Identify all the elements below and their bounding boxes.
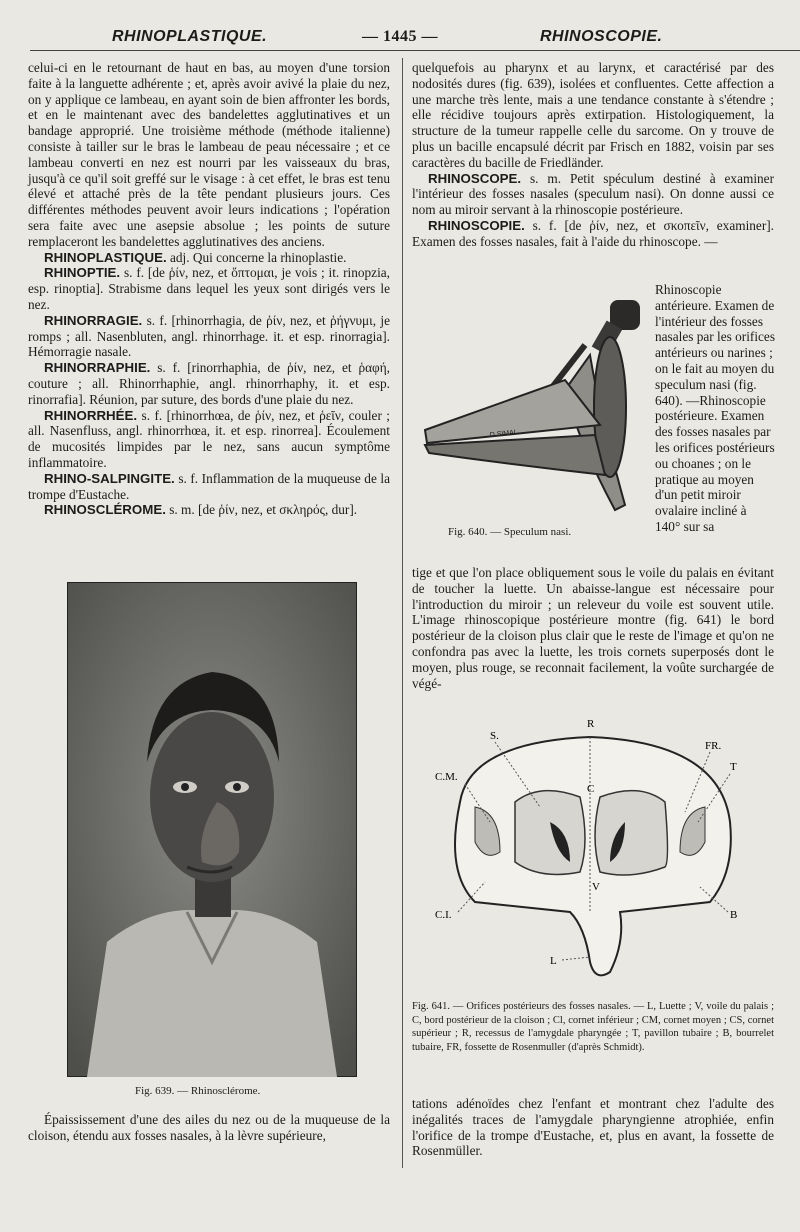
entry-rhinorragie xyxy=(28,313,390,360)
header-rule xyxy=(30,50,800,51)
lemma: RHINO-SALPINGITE. xyxy=(44,470,175,486)
lemma: RHINOSCLÉROME. xyxy=(44,502,166,518)
posterior-nasal-orifices-illustration xyxy=(430,712,760,990)
definition: adj. Qui concerne la rhinoplastie. xyxy=(166,249,347,265)
lemma: RHINORRAGIE. xyxy=(44,312,143,328)
entry-rhino-salpingite xyxy=(28,471,390,503)
label-b: B xyxy=(730,909,738,921)
definition: s. m. [de ῥίν, nez, et σκληρός, dur]. xyxy=(165,502,358,518)
definition: s. f. [rhinorrhagia, de ῥίν, nez, et ῥήγνυμι, je romps ; all. Nasenbluten, angl. rhinorrhage. it. et esp. rinorragia]. Hémorragie nasale. xyxy=(28,312,390,360)
definition: s. f. Inflammation de la muqueuse de la trompe d'Eustache. xyxy=(28,470,390,502)
speculum-nasi-illustration xyxy=(415,295,651,520)
label-cm: C.M. xyxy=(435,771,458,783)
lemma: RHINORRHÉE. xyxy=(44,407,138,423)
entry-rhinorrhee xyxy=(28,408,390,471)
lemma: RHINOPTIE. xyxy=(44,265,121,281)
definition: s. f. [rhinorrhœa, de ῥίν, nez, et ῥεῖν, couler ; all. Nasenfluss, angl. rhinorrhœa, it. et esp. rinorrea]. Écoulement de mucosités limpides par le nez, sans aucun symptôme inflammatoire. xyxy=(28,407,390,470)
label-l: L xyxy=(550,955,557,967)
lemma: RHINOSCOPE. xyxy=(428,170,522,186)
lemma: RHINORRAPHIE. xyxy=(44,360,151,376)
lemma: RHINOPLASTIQUE. xyxy=(44,249,167,265)
entry-rhinorraphie xyxy=(28,360,390,407)
running-head-left: RHINOPLASTIQUE. xyxy=(112,28,268,45)
definition: s. f. [rinorrhaphia, de ῥίν, nez, et ῥαφή, couture ; all. Rhinorrhaphie, angl. rhinorrhaphy, it. et esp. rinorrafia]. Réunion, par suture, des bords d'une plaie du nez. xyxy=(28,360,390,407)
fig-640-speculum xyxy=(415,295,651,520)
label-fr: FR. xyxy=(705,740,722,752)
right-bottom-text xyxy=(412,1096,774,1159)
fig-641-caption-block xyxy=(412,1000,774,1054)
right-mid-text xyxy=(412,565,774,691)
continued-paragraph: celui-ci en le retournant de haut en bas, au moyen d'une torsion faite à la languette adhérente ; et, après avoir avivé la plaie du nez, on y applique ce lambeau, en ayant soin de bien affronter les bords, et en le maintenant avec des bandelettes agglutinatives et un bandage approprié. Une troisième méthode (méthode italienne) consiste à tailler sur le bras le lambeau de peau nécessaire ; et ce lambeau converti en nez est nourri par les vaisseaux du bras, jusqu'à ce qu'il soit greffé sur le visage : à cet effet, le bras est tenu élevé et attaché près de la tête pendant plusieurs jours. Ces différentes méthodes peuvent avoir leurs indications ; l'opération sera faite avec une asepsie absolue ; les points de suture remplaceront les bandelettes agglutinatives des anciens. xyxy=(28,60,390,249)
fig-639-caption: Fig. 639. — Rhinosclérome. xyxy=(135,1085,261,1097)
fig-641-diagram xyxy=(430,712,760,990)
entry-rhinoptie xyxy=(28,265,390,312)
right-side-text xyxy=(655,282,775,535)
label-r: R xyxy=(587,718,595,730)
fig-639-photo xyxy=(67,582,357,1077)
right-column-top xyxy=(412,60,774,250)
label-t: T xyxy=(730,761,737,773)
page-number: — 1445 — xyxy=(362,28,438,45)
bottom-paragraph: tations adénoïdes chez l'enfant et montrant chez l'adulte des inégalités traces de l'amygdale pharyngienne atrophiée, enfin l'orifice de la trompe d'Eustache, et, plus en avant, la fossette de Rosenmüller. xyxy=(412,1096,774,1159)
entry-rhinosclerome xyxy=(28,502,390,518)
engraved-maker-mark: D.SIMAL xyxy=(489,429,519,439)
entry-rhinoscope xyxy=(412,171,774,218)
definition: s. m. Petit spéculum destiné à examiner l'intérieur des fosses nasales (speculum nasi). On donne aussi ce nom au miroir servant à la rhinoscopie postérieure. xyxy=(412,170,774,218)
left-column xyxy=(28,60,390,518)
rhinoscopie-detail: Rhinoscopie antérieure. Examen de l'intérieur des fosses nasales par les orifices antérieurs ou narines ; on le fait au moyen du speculum nasi (fig. 640). —Rhinoscopie postérieure. Examen des fosses nasales par les orifices postérieurs ou choanes ; on le pratique au moyen d'un petit miroir ovalaire incliné à 140° sur sa xyxy=(655,282,775,534)
lemma: RHINOSCOPIE. xyxy=(428,217,525,233)
definition: s. f. [de ῥίν, nez, et σκοπεῖν, examiner]. Examen des fosses nasales, fait à l'aide du rhinoscope. — xyxy=(412,217,774,249)
definition: s. f. [de ῥίν, nez, et ὄπτομαι, je vois ; it. rinopzia, esp. rinoptia]. Strabisme dans lequel les yeux sont dirigés vers le nez. xyxy=(28,265,390,312)
label-c: C xyxy=(587,783,595,795)
label-ci: C.I. xyxy=(435,909,452,921)
entry-rhinoscopie xyxy=(412,218,774,250)
left-bottom-text xyxy=(28,1112,390,1144)
bottom-paragraph: Épaississement d'une des ailes du nez ou de la muqueuse de la cloison, étendu aux fosses nasales, à la lèvre supérieure, xyxy=(28,1112,390,1143)
label-s: S. xyxy=(490,730,499,742)
fig-641-caption: Fig. 641. — Orifices postérieurs des fosses nasales. — L, Luette ; V, voile du palais ; C, bord postérieur de la cloison ; Cl, cornet inférieur ; CM, cornet moyen ; CS, cornet supérieur ; R, recessus de l'amygdale pharyngée ; T, pavillon tubaire ; B, bourrelet tubaire, FR, fossette de Rosenmuller (d'après Schmidt). xyxy=(412,1001,774,1053)
continued-paragraph: tige et que l'on place obliquement sous le voile du palais en évitant de toucher la luette. Un abaisse-langue est nécessaire pour l'introduction du miroir ; un releveur du voile est souvent utile. L'image rhinoscopique postérieure montre (fig. 641) le bord postérieur de la cloison plus clair que le reste de l'image et qu'on ne confondra pas avec la luette, les trois cornets superposés dont le moyen, plus rouge, se reconnait facilement, la voûte surchargée de végé- xyxy=(412,565,774,691)
running-head-right: RHINOSCOPIE. xyxy=(540,28,663,45)
label-v: V xyxy=(592,881,600,893)
rhinoscleroma-portrait-image xyxy=(67,582,357,1077)
entry-rhinoplastique xyxy=(28,250,390,266)
fig-640-caption: Fig. 640. — Speculum nasi. xyxy=(448,526,572,538)
continued-paragraph: quelquefois au pharynx et au larynx, et caractérisé par des nodosités dures (fig. 639), isolées et confluentes. Cette affection a une marche très lente, mais a une tendance constante à s'étendre ; elle récidive toujours après extirpation. Histologiquement, la structure de la tumeur rappelle celle du sarcome. On y trouve de plus un bacille encapsulé décrit par Frisch en 1882, voisin par ses caractères du bacille de Friedländer. xyxy=(412,60,774,170)
column-rule xyxy=(402,58,403,1168)
